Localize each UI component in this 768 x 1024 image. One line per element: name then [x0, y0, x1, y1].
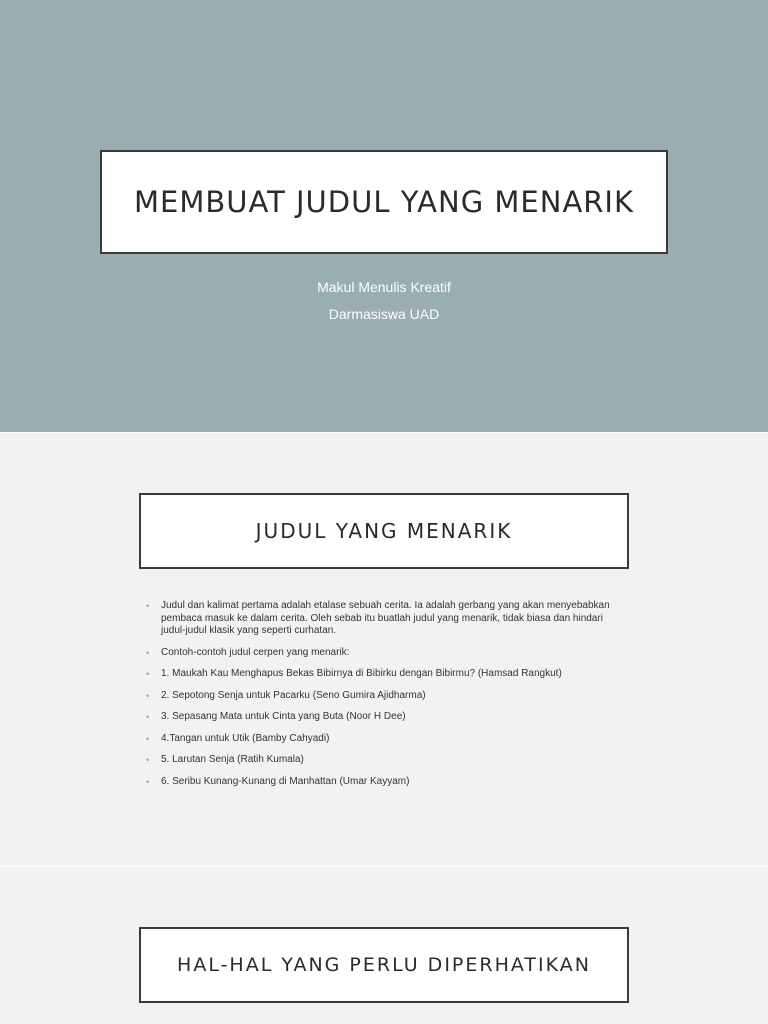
list-item-text: 1. Maukah Kau Menghapus Bekas Bibirnya di Bibirku dengan Bibirmu? (Hamsad Rangkut)	[161, 668, 562, 679]
bullet-icon: •	[146, 690, 150, 701]
slide-1	[0, 0, 768, 432]
section-title-box	[139, 493, 629, 569]
bullet-list	[145, 600, 625, 797]
list-item	[145, 776, 625, 789]
list-item-text: Contoh-contoh judul cerpen yang menarik:	[161, 646, 350, 658]
section-title: HAL-HAL YANG PERLU DIPERHATIKAN	[177, 954, 591, 976]
subtitle-course: Makul Menulis Kreatif	[317, 279, 451, 295]
bullet-icon: •	[146, 733, 150, 744]
list-item-text: 6. Seribu Kunang-Kunang di Manhattan (Umar Kayyam)	[161, 775, 410, 787]
section-title: JUDUL YANG MENARIK	[255, 519, 513, 543]
bullet-icon: •	[146, 755, 150, 765]
bullet-icon: •	[146, 712, 150, 722]
slide-3	[0, 867, 768, 1024]
title-box	[100, 150, 668, 254]
list-item-text: 3. Sepasang Mata untuk Cinta yang Buta (Noor H Dee)	[161, 711, 406, 722]
subtitle-institution: Darmasiswa UAD	[328, 306, 440, 322]
list-item-text: Judul dan kalimat pertama adalah etalase sebuah cerita. Ia adalah gerbang yang akan menyebabkan pembaca masuk ke dalam cerita. Oleh sebab itu buatlah judul yang menarik, tidak biasa dan hindari judul-judul klasik yang seperti curhatan.	[161, 600, 610, 636]
list-item-text: 5. Larutan Senja (Ratih Kumala)	[161, 754, 304, 765]
slide-2	[0, 433, 768, 866]
list-item-text: 2. Sepotong Senja untuk Pacarku (Seno Gumira Ajidharma)	[161, 689, 426, 701]
list-item	[145, 711, 625, 724]
bullet-icon: •	[146, 669, 150, 679]
section-title-box	[139, 927, 629, 1003]
list-item	[145, 668, 625, 681]
list-item	[145, 647, 625, 660]
list-item	[145, 733, 625, 746]
bullet-icon: •	[146, 647, 150, 658]
list-item-text: 4.Tangan untuk Utik (Bamby Cahyadi)	[161, 732, 330, 744]
bullet-icon: •	[146, 601, 150, 611]
bullet-icon: •	[146, 776, 150, 787]
presentation-title: MEMBUAT JUDUL YANG MENARIK	[134, 185, 634, 219]
list-item	[145, 690, 625, 703]
list-item	[145, 600, 625, 638]
list-item	[145, 754, 625, 767]
